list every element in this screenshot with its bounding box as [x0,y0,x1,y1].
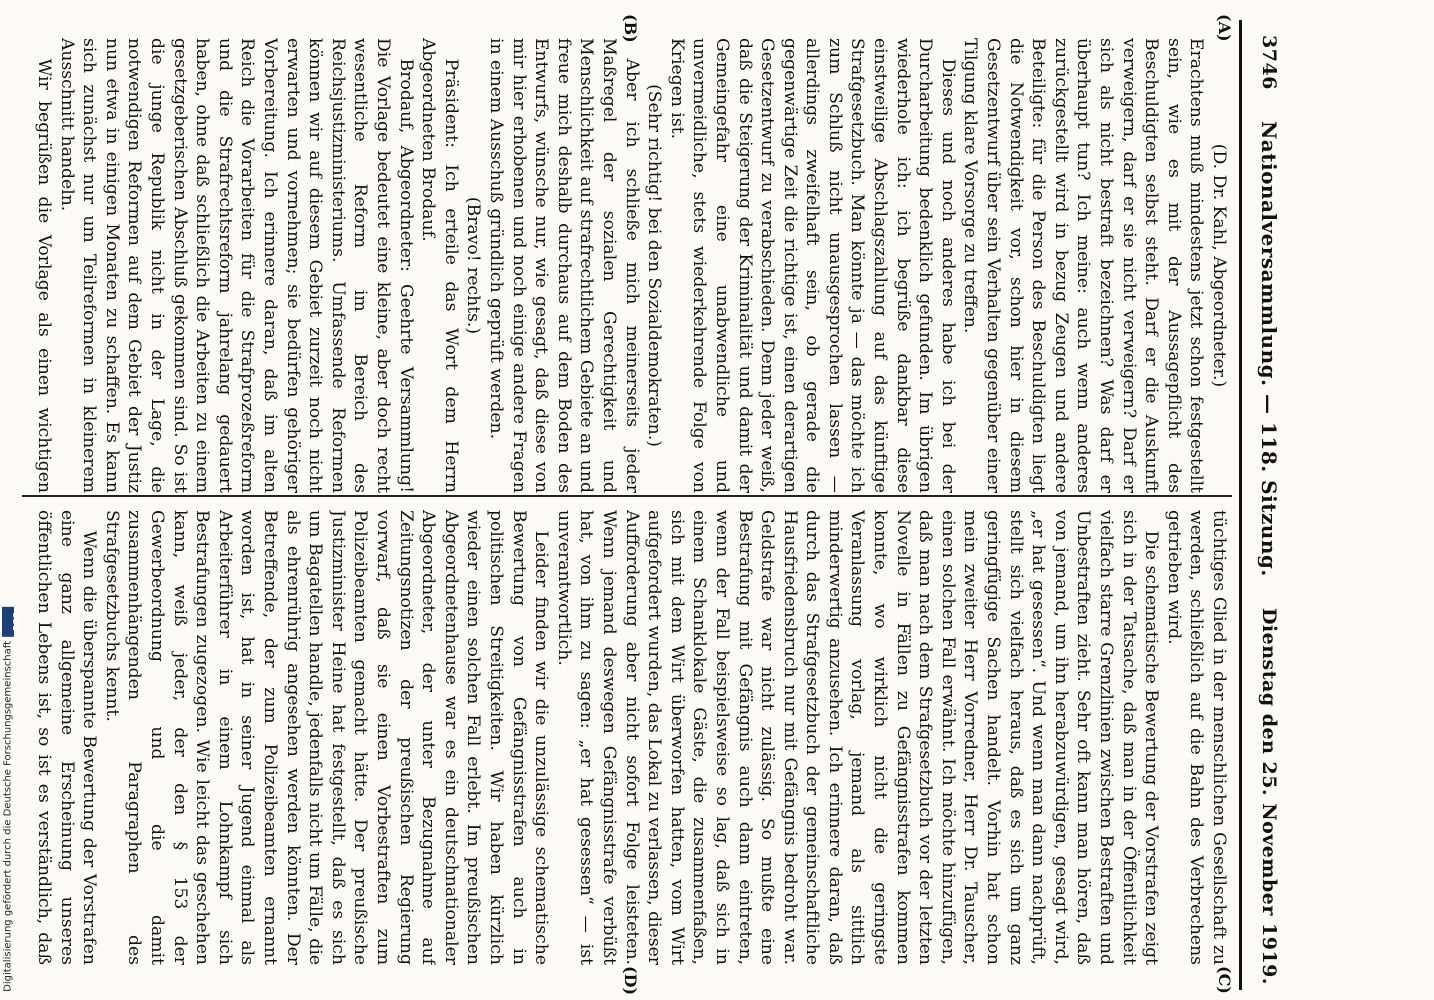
paragraph: Wir begrüßen die Vorlage als einen wichtigen [34,58,55,493]
marker-d: (D) [621,966,640,996]
text-column-left [30,38,1230,493]
paragraph: Brodauf, Abgeordneter: Geehrte Versammlung! Die Vorlage bedeutet eine kleine, aber doch recht wesentliche Reform im Bereich des Reichsjustizministeriums. Umfassende Reformen können wir auf diesem Gebiet zurzeit noch nicht erwarten und vornehmen; sie bedürfen gehöriger Vorbereitung. Ich erinnere daran, daß im alten Reich die Vorarbeiten für die Strafprozeßreform und die Strafrechtsreform jahrelang gedauert haben, ohne daß schließlich die Arbeiten zu einem gesetzgeberischen Abschluß gekommen sind. So ist die junge Republik nicht in der Lage, die notwendigen Reformen auf dem Gebiet der Justiz nun etwa in einigen Monaten zu schaffen. Es kann sich zunächst nur um Teilreformen in kleinerem Ausschnitt handeln. [56,38,416,493]
digitization-credit [2,607,21,992]
dfg-logo: DFG [2,607,14,637]
paragraph: Aber ich schließe mich meinerseits jeder Maßregel der sozialen Gerechtigkeit und Menschlichkeit auf strafrechtlichem Gebiete an und freue mich deshalb durchaus auf dem Boden des Entwurfs, wünsche nur, wie gesagt, daß diese von mir hier erhobenen und noch einige andere Fragen in einem Ausschuß gründlich geprüft werden. [486,38,642,493]
interjection: (Sehr richtig! bei den Sozialdemokraten.) [644,84,665,447]
paragraph: Erachtens muß mindestens jetzt schon festgestellt sein, wie es mit der Aussagepflicht des Beschuldigten selbst steht. Darf er die Auskunft verweigern, darf er sie nicht verweigern? Darf er sich als nicht bestraft bezeichnen? Was darf er überhaupt tun? Ich meine: auch wenn anderes zurückgestellt wird in bezug Zeugen und andere Beteiligte: für die Person des Beschuldigten liegt die Notwendigkeit vor, schon hier in diesem Gesetzentwurf über sein Verhalten gegenüber einer Tilgung klare Vorsorge zu treffen. [960,38,1207,493]
page-number: 3746 [1258,35,1280,90]
page-header [1244,35,1294,985]
page-date: Dienstag den 25. November 1919. [1258,607,1280,985]
text-column-right [30,510,1230,965]
marker-b: (B) [621,14,640,43]
speaker-line: (D. Dr. Kahl, Abgeordneter.) [1209,143,1229,388]
header-rule [1239,20,1242,990]
marker-a: (A) [1215,14,1234,42]
marker-c: (C) [1215,966,1234,994]
paragraph: tüchtiges Glied in der menschlichen Gesellschaft zu werden, schließlich auf die Bahn des Verbrechens getrieben wird. [1163,510,1229,965]
paragraph: Wenn die überspannte Bewertung der Vorstrafen eine ganz allgemeine Erscheinung unseres öffentlichen Lebens ist, so ist es verständlich, daß [34,510,100,965]
interjection: (Bravo! rechts.) [463,196,484,335]
credit-text: Digitalisierung gefördert durch die Deutsche Forschungsgemeinschaft [2,641,14,992]
column-divider [22,495,1232,497]
paragraph: Leider finden wir die unzulässige schematische Bewertung von Gefängnisstrafen auch in politischen Streitigkeiten. Wir haben kürzlich wieder einen solchen Fall erlebt. Im preußischen Abgeordnetenhause war es ein deutschnationaler Abgeordneter, der unter Bezugnahme auf Zeitungsnotizen der preußischen Regierung vorwarf, daß sie einen Vorbestraften zum Polizeibeamten gemacht hätte. Der preußische Justizminister Heine hat festgestellt, daß es sich um Bagatellen handle, jedenfalls nicht um Fälle, die als ehrenrührig angesehen werden könnten. Der Betreffende, der zum Polizeibeamten ernannt worden ist, hat in seiner Jugend einmal als Arbeiterführer in einem Lohnkampf sich Bestrafungen zugezogen. Wie leicht das geschehen kann, weiß jeder, der den § 153 der Gewerbeordnung und die damit zusammenhängenden Paragraphen des Strafgesetzbuchs kennt. [101,510,552,965]
paragraph: Die schematische Bewertung der Vorstrafen zeigt sich in der Tatsache, daß man in der Öffentlichkeit vielfach starre Grenzlinien zwischen Bestraften und Unbestraften zieht. Sehr oft kann man hören, daß von jemand, um ihn herabzuwürdigen, gesagt wird, „er hat gesessen“. Und wenn man dann nachprüft, stellt sich vielfach heraus, daß es sich um ganz geringfügige Sachen handelt. Vorhin hat schon mein zweiter Herr Vorredner, Herr Dr. Tauscher, einen solchen Fall erwähnt. Ich möchte hinzufügen, daß man nach dem Strafgesetzbuch vor der letzten Novelle in Fällen zu Gefängnisstrafen kommen konnte, wo wirklich nicht die geringste Veranlassung vorlag, jemand als sittlich minderwertig anzusehen. Ich erinnere daran, daß durch das Strafgesetzbuch der gemeinschaftliche Hausfriedensbruch nur mit Gefängnis bedroht war. Geldstrafe war nicht zulässig. So mußte eine Bestrafung mit Gefängnis auch dann eintreten, wenn der Fall beispielsweise so lag, daß sich in einem Schanklokale Gäste, die zusammenfaßen, sich mit dem Wirt überworfen hatten, vom Wirt aufgefordert wurden, das Lokal zu verlassen, dieser Aufforderung aber nicht sofort Folge leisteten. Wenn jemand deswegen Gefängnisstrafe verbüßt hat, von ihm zu sagen: „er hat gesessen“ — ist unverantwortlich. [553,510,1162,965]
paragraph: Präsident: Ich erteile das Wort dem Herrn Abgeordneten Brodauf. [418,38,461,493]
page-title: Nationalversammlung. — 118. Sitzung. [1257,121,1281,577]
paragraph: Dieses und noch anderes habe ich bei der Durcharbeitung bedenklich gefunden. Im übrigen wiederhole ich: ich begrüße dankbar diese einstweilige Abschlagszahlung auf das künftige Strafgesetzbuch. Man könnte ja — das möchte ich zum Schluß nicht unausgesprochen lassen — allerdings zweifelhaft sein, ob gerade die gegenwärtige Zeit die richtige ist, einen derartigen Gesetzentwurf zu verabschieden. Denn jeder weiß, daß die Steigerung der Kriminalität und damit der Gemeingefahr eine unabwendliche und unvermeidliche, stets wiederkehrende Folge von Kriegen ist. [666,38,958,493]
